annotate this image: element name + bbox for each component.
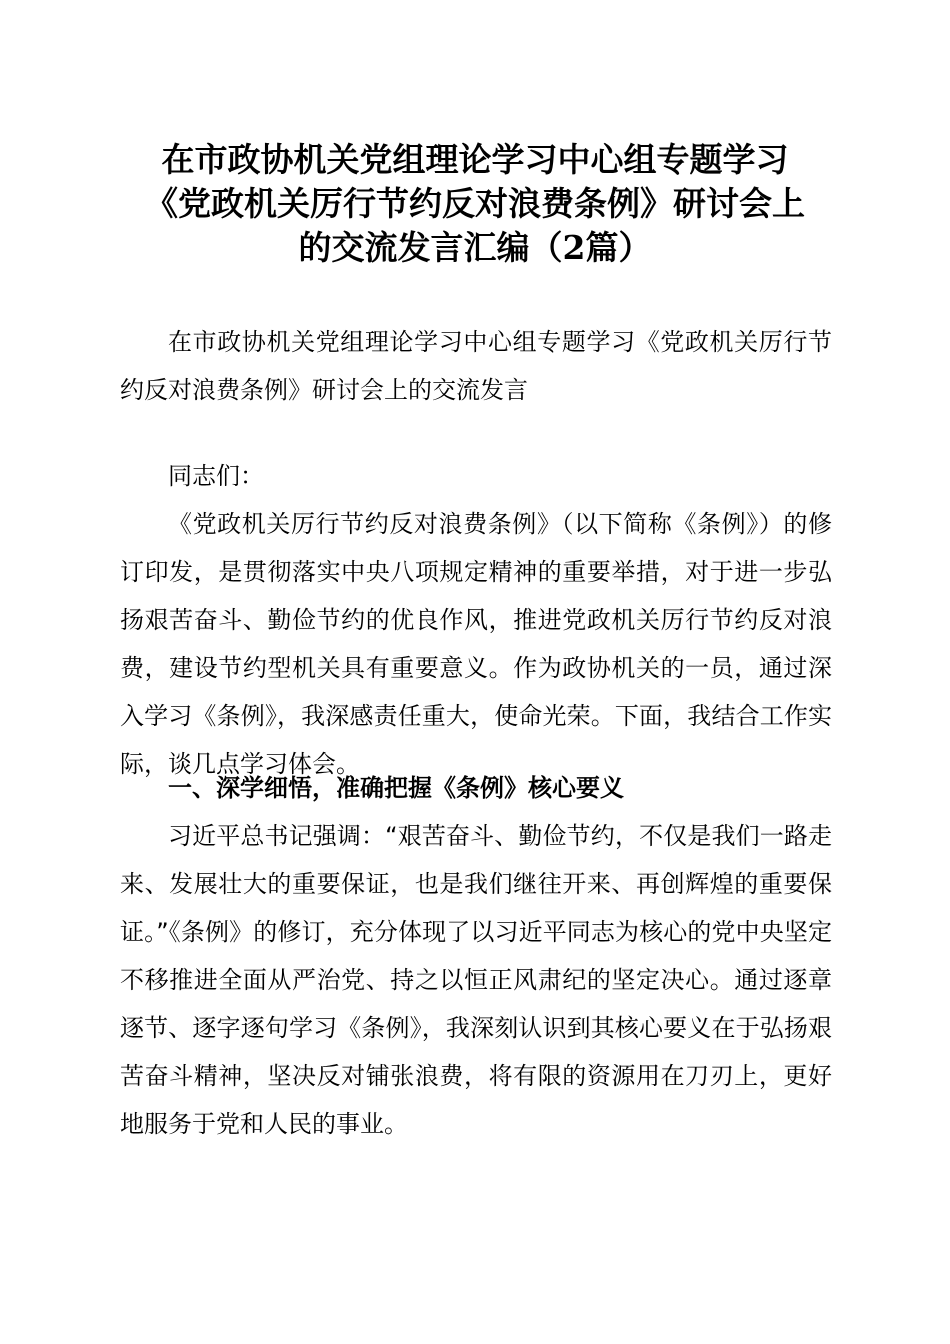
section-heading-1: 一、深学细悟，准确把握《条例》核心要义 [168,774,624,802]
title-line-1: 在市政协机关党组理论学习中心组专题学习 [161,140,789,179]
title-line-2: 《党政机关厉行节约反对浪费条例》研讨会上 [145,184,805,223]
document-title [118,138,832,270]
title-line-3: 的交流发言汇编（2篇） [298,228,652,267]
paragraph-intro: 《党政机关厉行节约反对浪费条例》（以下简称《条例》）的修订印发，是贯彻落实中央八项规定精神的重要举措，对于进一步弘扬艰苦奋斗、勤俭节约的优良作风，推进党政机关厉行节约反对浪费，建设节约型机关具有重要意义。作为政协机关的一员，通过深入学习《条例》，我深感责任重大，使命光荣。下面，我结合工作实际，谈几点学习体会。 [120,510,832,778]
paragraph-section-1: 习近平总书记强调：“艰苦奋斗、勤俭节约，不仅是我们一路走来、发展壮大的重要保证，也是我们继往开来、再创辉煌的重要保证。”《条例》的修订，充分体现了以习近平同志为核心的党中央坚定不移推进全面从严治党、持之以恒正风肃纪的坚定决心。通过逐章逐节、逐字逐句学习《条例》，我深刻认识到其核心要义在于弘扬艰苦奋斗精神，坚决反对铺张浪费，将有限的资源用在刀刃上，更好地服务于党和人民的事业。 [120,822,832,1138]
salutation: 同志们： [168,462,264,490]
document-subtitle: 在市政协机关党组理论学习中心组专题学习《党政机关厉行节约反对浪费条例》研讨会上的交流发言 [120,328,832,404]
